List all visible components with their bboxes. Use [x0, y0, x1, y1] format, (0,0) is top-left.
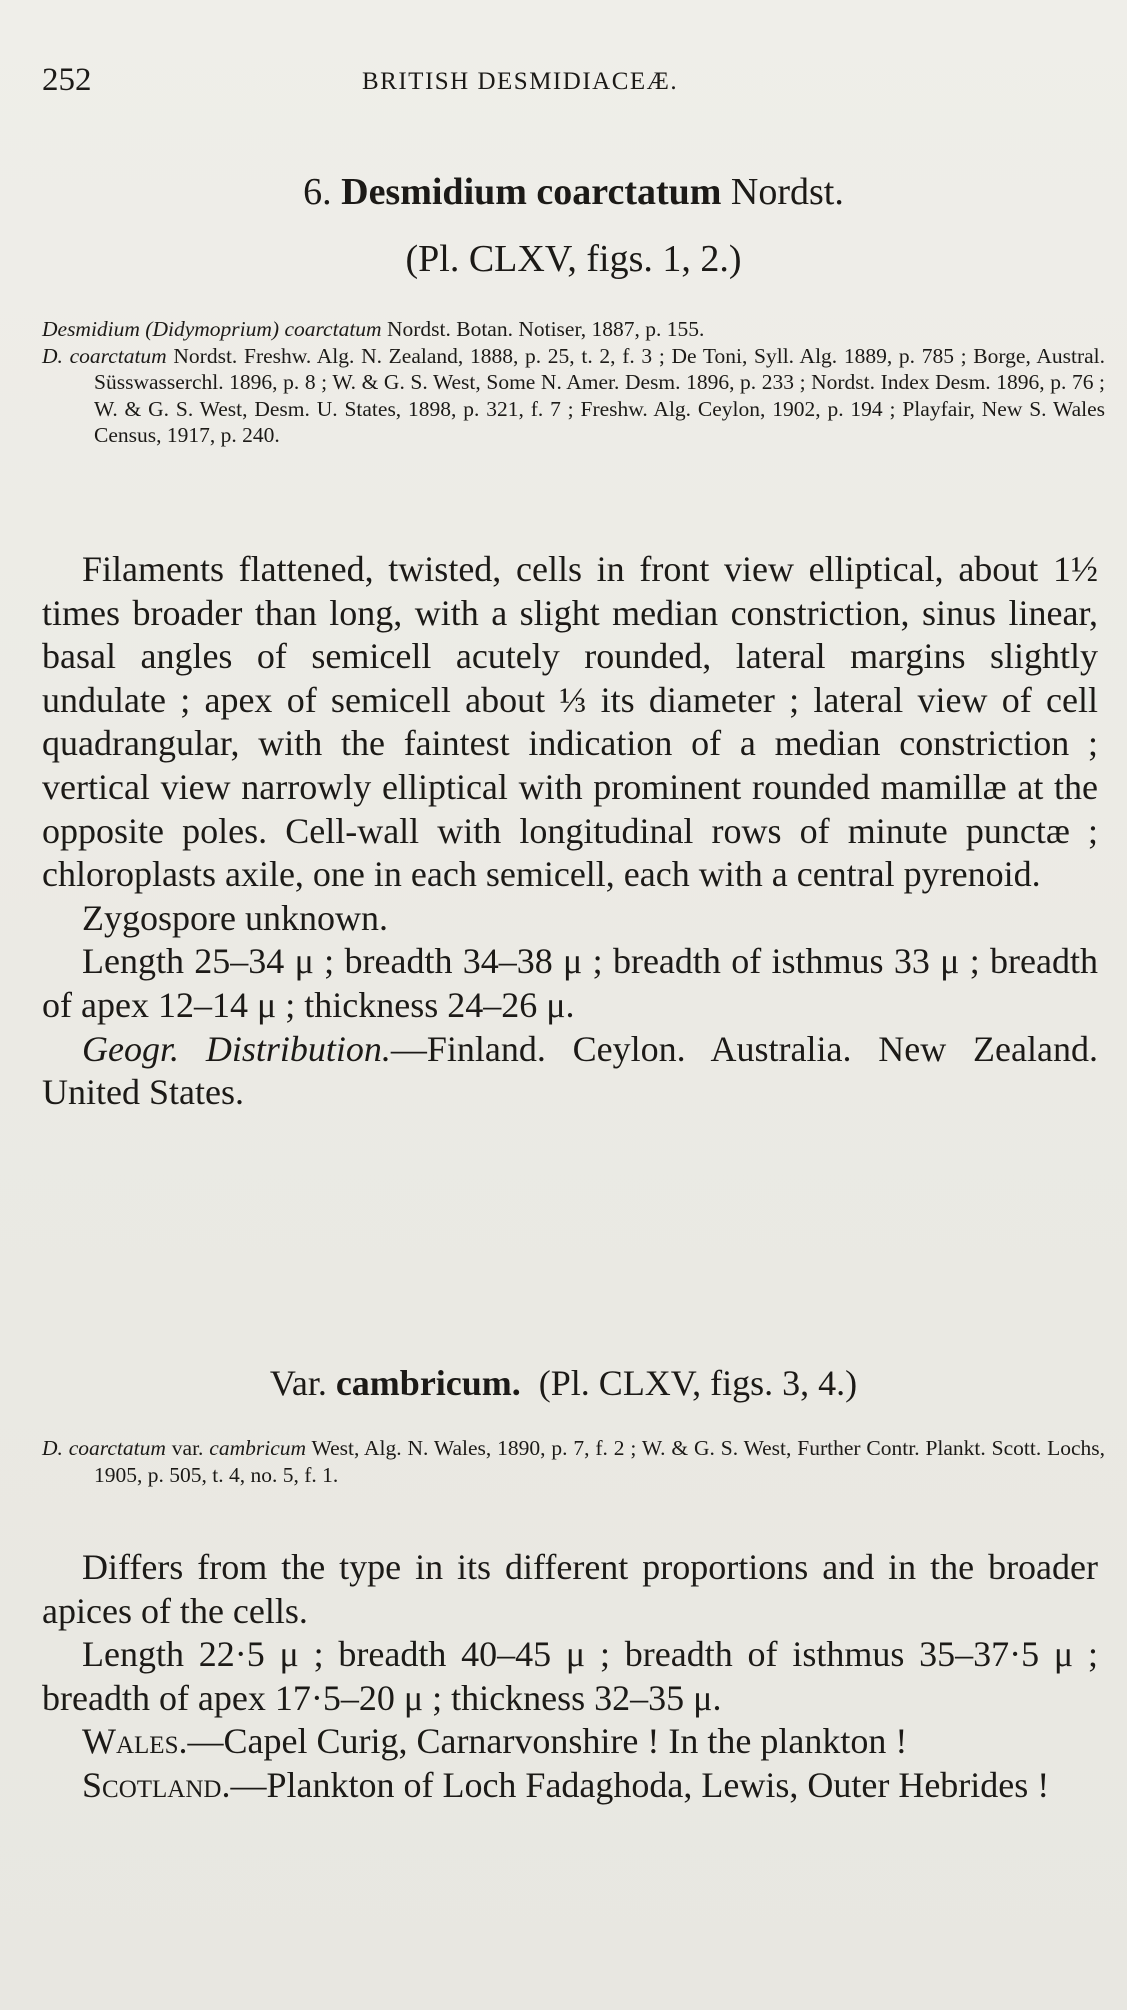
- page-number: 252: [42, 62, 92, 98]
- variety-heading: [0, 1362, 1127, 1404]
- species-synonymy: [42, 316, 1105, 449]
- synonym-name: D. coarctatum: [42, 343, 167, 368]
- variety-description: Differs from the type in its different proportions and in the broader apices of the cells.: [42, 1547, 1098, 1631]
- species-description: Filaments flattened, twisted, cells in front view elliptical, about 1½ times broader than long, with a slight median constriction, sinus linear, basal angles of semicell acutely rounded, lateral margins slightly undulate ; apex of semicell about ⅓ its diameter ; lateral view of cell quadrangular, with the faintest indication of a median constriction ; vertical view narrowly elliptical with prominent rounded mamillæ at the opposite poles. Cell-wall with longitudinal rows of minute punctæ ; chloroplasts axile, one in each semicell, each with a central pyrenoid.: [42, 549, 1098, 895]
- variety-name: cambricum.: [335, 1363, 521, 1403]
- zygospore-note: Zygospore unknown.: [82, 897, 388, 938]
- scotland-locality: [42, 1764, 1098, 1808]
- synonym-name: Desmidium (Didymoprium) coarctatum: [42, 317, 382, 341]
- synonym-connector: var.: [165, 1436, 210, 1460]
- variety-plate-reference: (Pl. CLXV, figs. 3, 4.): [538, 1363, 858, 1403]
- geographic-distribution: [42, 1028, 1098, 1115]
- wales-text: —Capel Curig, Carnarvonshire ! In the plankton !: [187, 1721, 908, 1762]
- species-body: [42, 548, 1098, 1115]
- running-head: BRITISH DESMIDIACEÆ.: [362, 68, 679, 95]
- synonymy-entry: [42, 1435, 1105, 1488]
- variety-dimensions: Length 22·5 μ ; breadth 40–45 μ ; breadth of isthmus 35–37·5 μ ; breadth of apex 17·5–20 μ ; thickness 32–35 μ.: [42, 1634, 1098, 1718]
- synonym-variety-name: cambricum: [209, 1436, 307, 1460]
- species-number: 6.: [303, 171, 332, 213]
- scotland-label: Scotland.: [82, 1764, 231, 1805]
- distribution-text: —Finland. Ceylon. Australia. New Zealand. United States.: [42, 1028, 1098, 1113]
- synonym-citation: Nordst. Freshw. Alg. N. Zealand, 1888, p. 25, t. 2, f. 3 ; De Toni, Syll. Alg. 1889, p. 785 ; Borge, Austral. Süsswasserchl. 1896, p. 8 ; W. & G. S. West, Some N. Amer. Desm. 1896, p. 233 ; Nordst. Index Desm. 1896, p. 76 ; W. & G. S. West, Desm. U. States, 1898, p. 321, f. 7 ; Freshw. Alg. Ceylon, 1902, p. 194 ; Playfair, New S. Wales Census, 1917, p. 240.: [94, 343, 1105, 447]
- species-author: Nordst.: [730, 171, 844, 213]
- variety-prefix: Var.: [269, 1363, 327, 1403]
- synonym-name: D. coarctatum: [42, 1436, 166, 1460]
- synonym-citation: West, Alg. N. Wales, 1890, p. 7, f. 2 ; W. & G. S. West, Further Contr. Plankt. Scott. Lochs, 1905, p. 505, t. 4, no. 5, f. 1.: [94, 1436, 1105, 1487]
- synonymy-entry: [42, 343, 1105, 449]
- synonymy-entry: [42, 316, 1105, 343]
- species-heading: [0, 170, 1127, 214]
- distribution-label: Geogr. Distribution.: [82, 1028, 391, 1069]
- species-name: Desmidium coarctatum: [341, 171, 722, 213]
- synonym-citation: Nordst. Botan. Notiser, 1887, p. 155.: [381, 317, 705, 341]
- wales-locality: [42, 1720, 1098, 1764]
- variety-synonymy: [42, 1435, 1105, 1488]
- page-header: [42, 62, 1097, 102]
- species-dimensions: Length 25–34 μ ; breadth 34–38 μ ; breadth of isthmus 33 μ ; breadth of apex 12–14 μ ; thickness 24–26 μ.: [42, 941, 1098, 1025]
- wales-label: Wales.: [82, 1721, 188, 1762]
- variety-body: [42, 1546, 1098, 1808]
- scotland-text: —Plankton of Loch Fadaghoda, Lewis, Outer Hebrides !: [230, 1764, 1050, 1805]
- species-plate-reference: (Pl. CLXV, figs. 1, 2.): [405, 238, 742, 280]
